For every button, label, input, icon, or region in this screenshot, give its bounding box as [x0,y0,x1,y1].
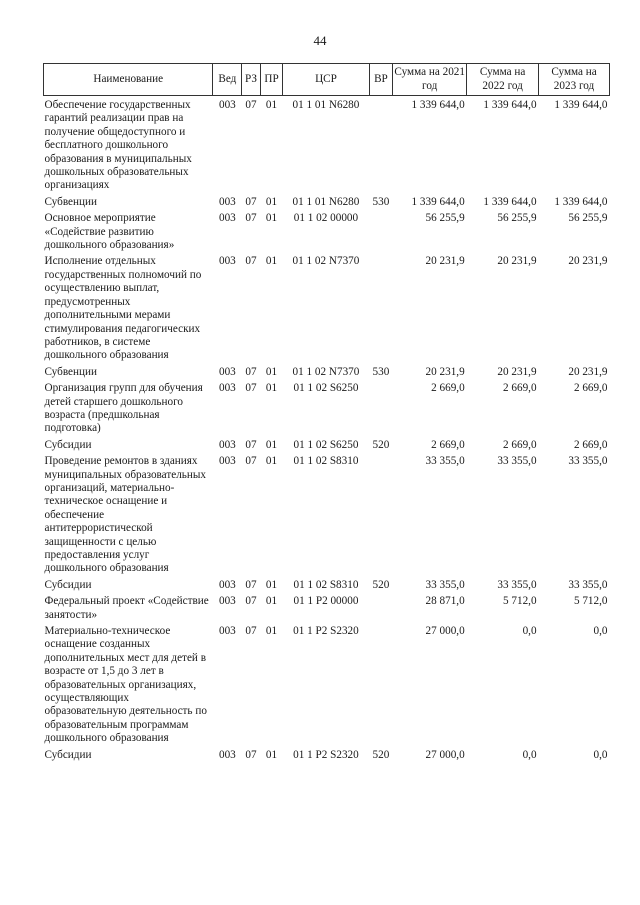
row-sum-2023: 20 231,9 [568,255,608,268]
header-vr: ВР [369,64,393,96]
row-sum-2023: 2 669,0 [573,438,608,451]
row-sum-2023: 1 339 644,0 [554,195,608,208]
row-sum-2023: 1 339 644,0 [554,99,608,111]
row-rz: 07 [245,578,257,591]
row-pr: 01 [265,595,278,608]
row-rz: 07 [245,748,257,761]
row-sum-2022: 5 712,0 [503,595,537,608]
row-vr [369,455,393,579]
row-name: Субвенции [44,195,97,208]
table-row [44,196,610,212]
table-row [44,579,610,595]
row-pr: 01 [265,438,278,451]
row-sum-2023: 0,0 [593,625,608,638]
row-pr: 01 [265,195,278,208]
row-sum-2021: 2 669,0 [431,438,465,451]
row-rz: 07 [245,438,257,451]
row-sum-2021: 27 000,0 [425,748,465,761]
page-number: 44 [313,33,327,48]
row-name: Обеспечение государственных гарантий реализации прав на получение общедоступного и бесплатного дошкольного образования в муниципальных дошкольных образовательных организациях [44,99,192,192]
row-name: Материально-техническое оснащение созданных дополнительных мест для детей в возрасте от 1,5 до 3 лет в образовательных организациях, осуществляющих образовательную деятельность по образовательным программам дошкольного образования [44,625,207,745]
row-pr: 01 [265,365,278,378]
header-sum-2021: Сумма на 2021 год [393,64,467,96]
row-name: Субсидии [44,748,92,761]
row-sum-2022: 56 255,9 [497,212,537,225]
row-name: Организация групп для обучения детей старшего дошкольного возраста (предшкольная подготовка) [44,382,203,435]
row-ved: 003 [218,625,236,638]
row-sum-2021: 56 255,9 [425,212,465,225]
row-csr: 01 1 P2 S2320 [293,625,359,638]
table-row [44,455,610,579]
row-sum-2021: 1 339 644,0 [411,195,465,208]
row-sum-2021: 2 669,0 [431,382,465,395]
table-row [44,366,610,382]
table-body [44,96,610,766]
row-rz: 07 [245,455,257,468]
row-vr [369,382,393,439]
row-sum-2021: 20 231,9 [425,365,465,378]
table-row [44,382,610,439]
header-pr: ПР [260,64,283,96]
row-rz: 07 [245,195,257,208]
row-sum-2021: 20 231,9 [425,255,465,268]
header-ved: Вед [213,64,242,96]
row-sum-2022: 2 669,0 [503,382,537,395]
row-sum-2023: 33 355,0 [568,455,608,468]
row-sum-2022: 0,0 [522,625,537,638]
row-sum-2023: 20 231,9 [568,365,608,378]
row-vr [369,255,393,365]
row-sum-2022: 1 339 644,0 [483,195,537,208]
row-vr: 530 [372,365,390,378]
row-vr [369,625,393,749]
header-name: Наименование [44,64,213,96]
row-vr [369,96,393,196]
row-sum-2021: 1 339 644,0 [411,99,465,111]
row-name: Проведение ремонтов в зданиях муниципальных образовательных организаций, материально-техническое оснащение и обеспечение антитеррористической защищенности с целью предоставления услуг дошкольного образования [44,455,206,575]
row-ved: 003 [218,99,236,111]
row-sum-2023: 33 355,0 [568,578,608,591]
row-csr: 01 1 01 N6280 [292,195,360,208]
row-sum-2022: 20 231,9 [497,255,537,268]
row-sum-2022: 20 231,9 [497,365,537,378]
row-vr: 520 [372,438,390,451]
row-sum-2021: 27 000,0 [425,625,465,638]
row-sum-2022: 33 355,0 [497,455,537,468]
table-row [44,625,610,749]
row-pr: 01 [265,382,278,395]
row-vr: 530 [372,195,390,208]
row-name: Исполнение отдельных государственных полномочий по осуществлению выплат, предусмотренных дополнительными мерами стимулирования педагогических работников, в системе дошкольного образования [44,255,202,362]
row-sum-2022: 1 339 644,0 [483,99,537,111]
row-csr: 01 1 02 00000 [293,212,359,225]
table-header-row [44,64,610,96]
row-vr [369,595,393,625]
row-rz: 07 [245,625,257,638]
row-ved: 003 [218,255,236,268]
row-ved: 003 [218,438,236,451]
row-pr: 01 [265,578,278,591]
row-csr: 01 1 02 S6250 [293,438,359,451]
row-ved: 003 [218,748,236,761]
row-vr [369,212,393,255]
row-rz: 07 [245,595,257,608]
row-name: Субсидии [44,578,92,591]
row-name: Субсидии [44,438,92,451]
row-rz: 07 [245,365,257,378]
row-csr: 01 1 02 N7370 [292,255,360,268]
row-ved: 003 [218,365,236,378]
table-row [44,212,610,255]
row-pr: 01 [265,212,278,225]
row-sum-2021: 33 355,0 [425,578,465,591]
row-sum-2021: 33 355,0 [425,455,465,468]
row-name: Федеральный проект «Содействие занятости» [44,595,209,621]
row-sum-2021: 28 871,0 [425,595,465,608]
row-ved: 003 [218,382,236,395]
row-csr: 01 1 02 S8310 [293,455,359,468]
row-sum-2023: 2 669,0 [573,382,608,395]
row-pr: 01 [265,255,278,268]
row-rz: 07 [245,382,257,395]
row-csr: 01 1 02 S8310 [293,578,359,591]
row-sum-2022: 2 669,0 [503,438,537,451]
row-name: Основное мероприятие «Содействие развитию дошкольного образования» [44,212,175,252]
row-rz: 07 [245,212,257,225]
row-csr: 01 1 02 N7370 [292,365,360,378]
table-row [44,96,610,196]
header-sum-2023: Сумма на 2023 год [539,64,610,96]
table-row [44,749,610,765]
row-ved: 003 [218,212,236,225]
table-row [44,255,610,365]
row-vr: 520 [372,748,390,761]
row-rz: 07 [245,255,257,268]
row-sum-2022: 33 355,0 [497,578,537,591]
table-row [44,439,610,455]
row-sum-2023: 0,0 [593,748,608,761]
row-name: Субвенции [44,365,97,378]
row-ved: 003 [218,195,236,208]
row-pr: 01 [265,99,278,111]
row-csr: 01 1 P2 00000 [293,595,359,608]
row-csr: 01 1 P2 S2320 [293,748,359,761]
row-sum-2022: 0,0 [522,748,537,761]
row-sum-2023: 5 712,0 [573,595,608,608]
header-rz: РЗ [242,64,260,96]
row-ved: 003 [218,455,236,468]
row-rz: 07 [245,99,257,111]
header-csr: ЦСР [283,64,369,96]
row-csr: 01 1 02 S6250 [293,382,359,395]
header-sum-2022: Сумма на 2022 год [467,64,539,96]
row-vr: 520 [372,578,390,591]
row-pr: 01 [265,455,278,468]
row-csr: 01 1 01 N6280 [292,99,360,111]
row-pr: 01 [265,748,278,761]
row-ved: 003 [218,578,236,591]
budget-table [43,63,610,765]
row-sum-2023: 56 255,9 [568,212,608,225]
table-row [44,595,610,625]
row-ved: 003 [218,595,236,608]
row-pr: 01 [265,625,278,638]
